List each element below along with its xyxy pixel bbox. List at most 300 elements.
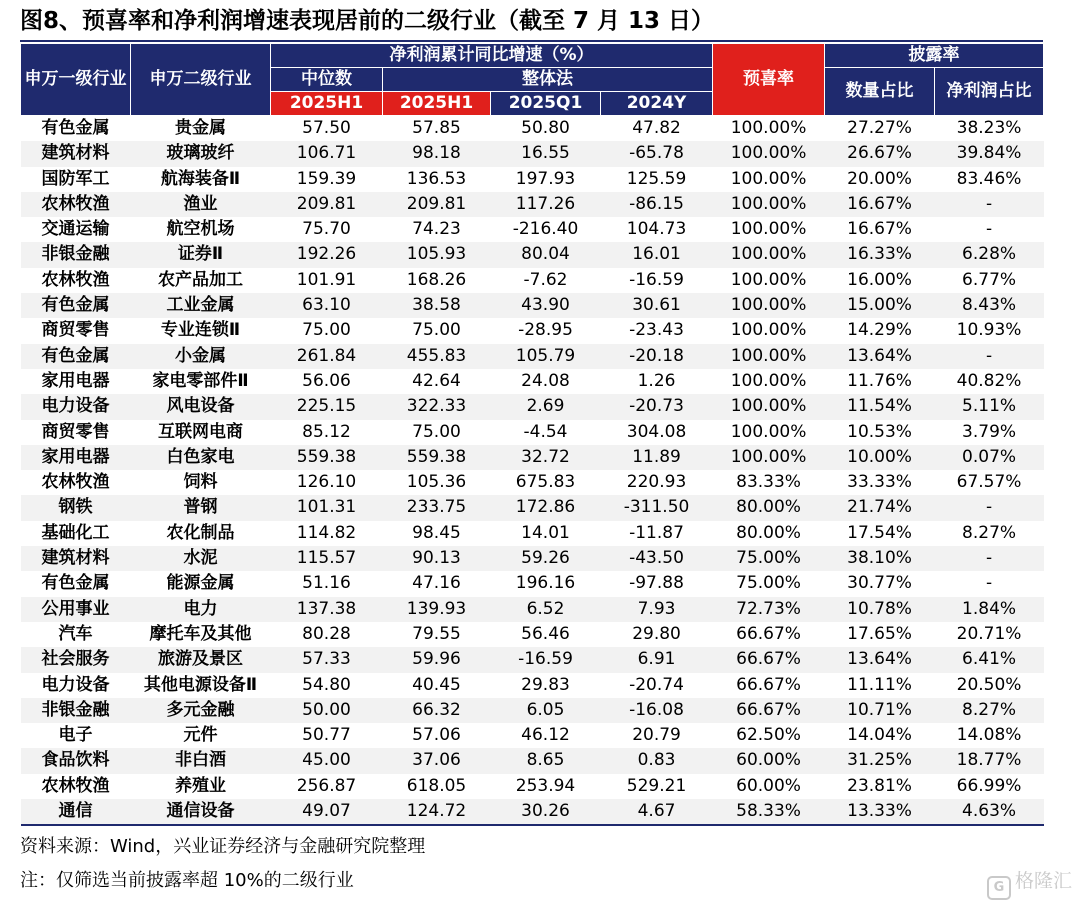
cell-overall-h1: 57.85 — [412, 118, 461, 138]
cell-l1-industry: 非银金融 — [21, 698, 131, 723]
cell-positive-rate: 66.67% — [713, 698, 825, 723]
cell-overall-h1: 74.23 — [412, 219, 461, 240]
source-note: 资料来源：Wind，兴业证券经济与金融研究院整理 — [20, 836, 426, 857]
cell-profit-share: 18.77% — [935, 748, 1044, 773]
cell-median-h1: 114.82 — [296, 522, 357, 543]
cell-median-h1: 56.06 — [302, 370, 351, 391]
cell-q1: 59.26 — [491, 546, 601, 571]
cell-l1-industry: 农林牧渔 — [21, 192, 131, 217]
cell-overall-h1: 59.96 — [383, 647, 491, 672]
table-row — [21, 167, 1044, 192]
cell-profit-share: 83.46% — [956, 168, 1022, 189]
cell-q1: 253.94 — [515, 775, 576, 796]
cell-positive-rate: 100.00% — [713, 242, 825, 267]
cell-profit-share: 3.79% — [962, 421, 1017, 442]
header-overall-method: 整体法 — [383, 68, 713, 92]
cell-2024y: -65.78 — [601, 141, 713, 166]
cell-count-share: 21.74% — [825, 495, 935, 520]
cell-l2-industry: 能源金属 — [166, 573, 235, 594]
cell-2024y: 304.08 — [626, 421, 687, 442]
cell-2024y: -11.87 — [629, 522, 684, 543]
cell-2024y: 104.73 — [626, 219, 687, 240]
cell-l2-industry: 多元金融 — [131, 698, 271, 723]
table-row — [21, 470, 1044, 495]
cell-l2-industry: 证券Ⅱ — [131, 242, 271, 267]
cell-count-share: 13.64% — [825, 647, 935, 672]
cell-l1-industry: 家用电器 — [21, 445, 131, 470]
cell-positive-rate: 60.00% — [736, 775, 801, 796]
cell-count-share: 11.54% — [825, 394, 935, 419]
cell-q1: 43.90 — [491, 293, 601, 318]
cell-median-h1: 256.87 — [296, 775, 357, 796]
cell-profit-share: 10.93% — [956, 320, 1022, 341]
cell-profit-share: 1.84% — [935, 597, 1044, 622]
cell-count-share: 11.11% — [847, 674, 912, 695]
cell-q1: 117.26 — [491, 192, 601, 217]
table-row — [21, 597, 1044, 622]
table-row — [21, 268, 1044, 293]
table-row — [21, 571, 1044, 596]
table-row — [21, 293, 1044, 318]
cell-overall-h1: 322.33 — [383, 394, 491, 419]
cell-l2-industry: 普钢 — [131, 495, 271, 520]
cell-median-h1: 192.26 — [271, 242, 383, 267]
cell-positive-rate: 100.00% — [713, 445, 825, 470]
header-disclosure-group: 披露率 — [825, 44, 1044, 68]
header-period-2024: 2024Y — [601, 92, 713, 116]
cell-profit-share: - — [985, 219, 993, 240]
cell-positive-rate: 80.00% — [736, 522, 801, 543]
cell-l1-industry: 国防军工 — [41, 168, 110, 189]
cell-positive-rate: 66.67% — [736, 674, 801, 695]
cell-median-h1: 63.10 — [271, 293, 383, 318]
header-count-share: 数量占比 — [825, 68, 935, 116]
cell-median-h1: 106.71 — [271, 141, 383, 166]
cell-l1-industry: 电力设备 — [21, 394, 131, 419]
cell-l1-industry: 电子 — [58, 725, 93, 746]
cell-l1-industry: 商贸零售 — [41, 421, 110, 442]
cell-positive-rate: 83.33% — [736, 472, 801, 493]
cell-q1: -7.62 — [523, 269, 568, 290]
cell-q1: 6.52 — [491, 597, 601, 622]
table-row — [21, 445, 1044, 470]
cell-l2-industry: 白色家电 — [131, 445, 271, 470]
cell-overall-h1: 618.05 — [406, 775, 467, 796]
table-row — [21, 698, 1044, 723]
table-row — [21, 546, 1044, 571]
cell-l2-industry: 专业连锁Ⅱ — [160, 320, 241, 341]
table-body — [21, 116, 1044, 826]
cell-q1: 56.46 — [521, 623, 570, 644]
header-period-q1: 2025Q1 — [491, 92, 601, 116]
cell-l2-industry: 旅游及景区 — [131, 647, 271, 672]
table-row — [21, 192, 1044, 217]
cell-q1: -28.95 — [518, 320, 573, 341]
header-row-1 — [21, 44, 1044, 68]
cell-l2-industry: 互联网电商 — [158, 421, 243, 442]
table-row — [21, 622, 1044, 647]
cell-count-share: 13.64% — [825, 344, 935, 369]
header-l2-industry: 申万二级行业 — [131, 44, 271, 116]
cell-median-h1: 50.77 — [302, 725, 351, 746]
cell-2024y: -43.50 — [601, 546, 713, 571]
cell-q1: 16.55 — [491, 141, 601, 166]
cell-profit-share: - — [935, 546, 1044, 571]
cell-profit-share: 6.41% — [935, 647, 1044, 672]
table-row — [21, 673, 1044, 698]
cell-l2-industry: 航空机场 — [166, 219, 235, 240]
cell-count-share: 14.29% — [847, 320, 912, 341]
cell-profit-share: 0.07% — [935, 445, 1044, 470]
cell-median-h1: 49.07 — [271, 799, 383, 825]
cell-q1: 46.12 — [521, 725, 570, 746]
cell-count-share: 10.53% — [847, 421, 912, 442]
cell-profit-share: 20.50% — [956, 674, 1022, 695]
cell-l1-industry: 商贸零售 — [41, 320, 110, 341]
cell-2024y: 20.79 — [632, 725, 681, 746]
cell-profit-share: 39.84% — [935, 141, 1044, 166]
cell-median-h1: 137.38 — [271, 597, 383, 622]
table-row — [21, 723, 1044, 748]
cell-l2-industry: 农化制品 — [166, 522, 235, 543]
cell-q1: 2.69 — [491, 394, 601, 419]
cell-l1-industry: 电力设备 — [41, 674, 110, 695]
cell-positive-rate: 80.00% — [713, 495, 825, 520]
gelonghui-logo-icon: G — [987, 876, 1011, 900]
cell-2024y: 4.67 — [601, 799, 713, 825]
cell-l1-industry: 建筑材料 — [21, 546, 131, 571]
cell-l2-industry: 养殖业 — [175, 775, 226, 796]
cell-count-share: 17.65% — [847, 623, 912, 644]
cell-positive-rate: 100.00% — [730, 269, 807, 290]
cell-profit-share: 8.27% — [962, 522, 1017, 543]
cell-profit-share: 4.63% — [935, 799, 1044, 825]
cell-positive-rate: 66.67% — [736, 623, 801, 644]
table-row — [21, 799, 1044, 825]
cell-positive-rate: 100.00% — [730, 370, 807, 391]
cell-positive-rate: 100.00% — [713, 293, 825, 318]
cell-median-h1: 209.81 — [271, 192, 383, 217]
table-row — [21, 344, 1044, 369]
cell-median-h1: 559.38 — [271, 445, 383, 470]
cell-median-h1: 101.31 — [271, 495, 383, 520]
cell-count-share: 26.67% — [825, 141, 935, 166]
cell-median-h1: 57.50 — [302, 118, 351, 138]
cell-q1: 29.83 — [521, 674, 570, 695]
cell-overall-h1: 42.64 — [412, 370, 461, 391]
cell-count-share: 20.00% — [847, 168, 912, 189]
cell-median-h1: 51.16 — [302, 573, 351, 594]
cell-l2-industry: 渔业 — [131, 192, 271, 217]
cell-l1-industry: 有色金属 — [21, 344, 131, 369]
cell-count-share: 14.04% — [847, 725, 912, 746]
cell-l2-industry: 玻璃玻纤 — [131, 141, 271, 166]
cell-l1-industry: 有色金属 — [41, 118, 110, 138]
cell-l1-industry: 基础化工 — [41, 522, 110, 543]
cell-median-h1: 159.39 — [296, 168, 357, 189]
cell-median-h1: 126.10 — [296, 472, 357, 493]
cell-profit-share: 66.99% — [956, 775, 1022, 796]
cell-2024y: -20.18 — [601, 344, 713, 369]
cell-count-share: 23.81% — [847, 775, 912, 796]
cell-overall-h1: 40.45 — [412, 674, 461, 695]
cell-count-share: 16.67% — [847, 219, 912, 240]
cell-count-share: 30.77% — [847, 573, 912, 594]
cell-overall-h1: 559.38 — [383, 445, 491, 470]
cell-l2-industry: 其他电源设备Ⅱ — [143, 674, 258, 695]
table-row — [21, 318, 1044, 343]
cell-count-share: 31.25% — [825, 748, 935, 773]
cell-positive-rate: 100.00% — [713, 394, 825, 419]
cell-2024y: -86.15 — [601, 192, 713, 217]
cell-q1: 14.01 — [521, 522, 570, 543]
cell-l1-industry: 农林牧渔 — [41, 472, 110, 493]
cell-2024y: 16.01 — [601, 242, 713, 267]
cell-overall-h1: 124.72 — [383, 799, 491, 825]
cell-positive-rate: 75.00% — [736, 573, 801, 594]
cell-overall-h1: 37.06 — [383, 748, 491, 773]
cell-median-h1: 101.91 — [296, 269, 357, 290]
cell-overall-h1: 139.93 — [383, 597, 491, 622]
cell-overall-h1: 75.00 — [412, 421, 461, 442]
cell-l1-industry: 交通运输 — [41, 219, 110, 240]
table-row — [21, 748, 1044, 773]
table-row — [21, 116, 1044, 142]
industry-table — [20, 43, 1044, 826]
title-divider — [20, 40, 1043, 42]
table-row — [21, 495, 1044, 520]
cell-count-share: 38.10% — [825, 546, 935, 571]
cell-positive-rate: 100.00% — [730, 219, 807, 240]
cell-positive-rate: 100.00% — [730, 168, 807, 189]
table-row — [21, 774, 1044, 799]
cell-l2-industry: 航海装备Ⅱ — [160, 168, 241, 189]
table-row — [21, 369, 1044, 394]
cell-2024y: 6.91 — [601, 647, 713, 672]
cell-overall-h1: 455.83 — [383, 344, 491, 369]
cell-2024y: 529.21 — [626, 775, 687, 796]
cell-overall-h1: 168.26 — [406, 269, 467, 290]
cell-median-h1: 50.00 — [271, 698, 383, 723]
cell-2024y: -20.74 — [629, 674, 684, 695]
header-period-median-h1: 2025H1 — [271, 92, 383, 116]
cell-l1-industry: 家用电器 — [41, 370, 110, 391]
cell-positive-rate: 100.00% — [713, 192, 825, 217]
cell-l1-industry: 有色金属 — [21, 293, 131, 318]
cell-overall-h1: 105.93 — [383, 242, 491, 267]
cell-q1: 32.72 — [491, 445, 601, 470]
cell-profit-share: 14.08% — [956, 725, 1022, 746]
cell-profit-share: - — [935, 495, 1044, 520]
figure-title: 图8、预喜率和净利润增速表现居前的二级行业（截至 7 月 13 日） — [20, 8, 715, 34]
cell-median-h1: 54.80 — [302, 674, 351, 695]
cell-positive-rate: 58.33% — [713, 799, 825, 825]
cell-profit-share: 20.71% — [956, 623, 1022, 644]
cell-overall-h1: 75.00 — [412, 320, 461, 341]
cell-l2-industry: 风电设备 — [131, 394, 271, 419]
cell-l2-industry: 家电零部件Ⅱ — [152, 370, 249, 391]
cell-2024y: 220.93 — [626, 472, 687, 493]
cell-count-share: 10.00% — [825, 445, 935, 470]
cell-profit-share: 6.28% — [935, 242, 1044, 267]
cell-median-h1: 85.12 — [302, 421, 351, 442]
cell-2024y: 30.61 — [601, 293, 713, 318]
cell-q1: 8.65 — [491, 748, 601, 773]
cell-count-share: 11.76% — [847, 370, 912, 391]
header-period-overall-h1: 2025H1 — [383, 92, 491, 116]
cell-positive-rate: 100.00% — [730, 118, 807, 138]
cell-l1-industry: 有色金属 — [41, 573, 110, 594]
cell-profit-share: - — [935, 192, 1044, 217]
cell-l2-industry: 水泥 — [131, 546, 271, 571]
cell-overall-h1: 136.53 — [406, 168, 467, 189]
cell-2024y: 125.59 — [626, 168, 687, 189]
cell-median-h1: 75.00 — [302, 320, 351, 341]
cell-profit-share: 8.27% — [935, 698, 1044, 723]
cell-positive-rate: 60.00% — [713, 748, 825, 773]
cell-overall-h1: 38.58 — [383, 293, 491, 318]
cell-q1: 196.16 — [515, 573, 576, 594]
cell-overall-h1: 209.81 — [383, 192, 491, 217]
cell-overall-h1: 98.18 — [383, 141, 491, 166]
cell-l2-industry: 小金属 — [131, 344, 271, 369]
cell-2024y: -20.73 — [601, 394, 713, 419]
cell-median-h1: 261.84 — [271, 344, 383, 369]
cell-q1: -16.59 — [491, 647, 601, 672]
cell-q1: 80.04 — [491, 242, 601, 267]
cell-profit-share: - — [985, 573, 993, 594]
cell-l1-industry: 公用事业 — [21, 597, 131, 622]
cell-l2-industry: 农产品加工 — [158, 269, 243, 290]
cell-l2-industry: 贵金属 — [175, 118, 226, 138]
cell-profit-share: 6.77% — [962, 269, 1017, 290]
cell-q1: 6.05 — [491, 698, 601, 723]
cell-l2-industry: 电力 — [131, 597, 271, 622]
cell-median-h1: 57.33 — [271, 647, 383, 672]
cell-l2-industry: 通信设备 — [131, 799, 271, 825]
cell-overall-h1: 98.45 — [412, 522, 461, 543]
cell-median-h1: 80.28 — [302, 623, 351, 644]
cell-median-h1: 225.15 — [271, 394, 383, 419]
cell-positive-rate: 66.67% — [713, 647, 825, 672]
table-row — [21, 521, 1044, 546]
cell-2024y: 0.83 — [601, 748, 713, 773]
cell-overall-h1: 233.75 — [383, 495, 491, 520]
cell-count-share: 17.54% — [847, 522, 912, 543]
cell-l1-industry: 农林牧渔 — [41, 269, 110, 290]
filter-note: 注：仅筛选当前披露率超 10%的二级行业 — [20, 870, 354, 891]
cell-2024y: -311.50 — [601, 495, 713, 520]
cell-q1: 50.80 — [521, 118, 570, 138]
header-median: 中位数 — [271, 68, 383, 92]
cell-q1: -4.54 — [523, 421, 568, 442]
cell-positive-rate: 100.00% — [730, 421, 807, 442]
cell-positive-rate: 62.50% — [736, 725, 801, 746]
cell-positive-rate: 100.00% — [730, 320, 807, 341]
cell-profit-share: - — [935, 344, 1044, 369]
cell-overall-h1: 57.06 — [412, 725, 461, 746]
cell-profit-share: 8.43% — [935, 293, 1044, 318]
cell-profit-share: 38.23% — [956, 118, 1022, 138]
cell-q1: 105.79 — [491, 344, 601, 369]
cell-profit-share: 67.57% — [956, 472, 1022, 493]
watermark-text: 格隆汇 — [1014, 870, 1072, 892]
cell-median-h1: 75.70 — [302, 219, 351, 240]
cell-2024y: 29.80 — [632, 623, 681, 644]
cell-l1-industry: 食品饮料 — [21, 748, 131, 773]
cell-overall-h1: 47.16 — [412, 573, 461, 594]
cell-2024y: 47.82 — [632, 118, 681, 138]
cell-l2-industry: 饲料 — [183, 472, 218, 493]
table-row — [21, 394, 1044, 419]
header-positive-rate: 预喜率 — [713, 44, 825, 116]
table-row — [21, 420, 1044, 445]
header-l1-industry: 申万一级行业 — [21, 44, 131, 116]
cell-positive-rate: 72.73% — [713, 597, 825, 622]
cell-2024y: -23.43 — [629, 320, 684, 341]
cell-count-share: 16.00% — [847, 269, 912, 290]
cell-l2-industry: 元件 — [183, 725, 218, 746]
cell-l1-industry: 农林牧渔 — [41, 775, 110, 796]
header-profit-share: 净利润占比 — [935, 68, 1044, 116]
cell-2024y: -16.08 — [601, 698, 713, 723]
cell-2024y: 11.89 — [601, 445, 713, 470]
cell-q1: 675.83 — [515, 472, 576, 493]
cell-count-share: 16.67% — [825, 192, 935, 217]
table-row — [21, 242, 1044, 267]
cell-l2-industry: 非白酒 — [131, 748, 271, 773]
cell-q1: 24.08 — [521, 370, 570, 391]
cell-l2-industry: 工业金属 — [131, 293, 271, 318]
cell-l1-industry: 非银金融 — [21, 242, 131, 267]
cell-l1-industry: 汽车 — [58, 623, 93, 644]
cell-median-h1: 115.57 — [271, 546, 383, 571]
cell-positive-rate: 100.00% — [713, 141, 825, 166]
cell-count-share: 15.00% — [825, 293, 935, 318]
cell-q1: -216.40 — [512, 219, 579, 240]
cell-count-share: 27.27% — [847, 118, 912, 138]
cell-2024y: -16.59 — [629, 269, 684, 290]
cell-l1-industry: 通信 — [21, 799, 131, 825]
cell-l1-industry: 建筑材料 — [21, 141, 131, 166]
cell-count-share: 10.71% — [825, 698, 935, 723]
cell-count-share: 16.33% — [825, 242, 935, 267]
cell-positive-rate: 100.00% — [713, 344, 825, 369]
cell-profit-share: 5.11% — [935, 394, 1044, 419]
cell-2024y: -97.88 — [629, 573, 684, 594]
cell-overall-h1: 66.32 — [383, 698, 491, 723]
cell-l1-industry: 社会服务 — [21, 647, 131, 672]
watermark — [987, 866, 1072, 900]
cell-l2-industry: 摩托车及其他 — [149, 623, 252, 644]
cell-q1: 197.93 — [515, 168, 576, 189]
table-row — [21, 647, 1044, 672]
cell-2024y: 1.26 — [637, 370, 676, 391]
cell-count-share: 10.78% — [825, 597, 935, 622]
cell-2024y: 7.93 — [601, 597, 713, 622]
cell-positive-rate: 75.00% — [713, 546, 825, 571]
cell-median-h1: 45.00 — [271, 748, 383, 773]
header-profit-growth-group: 净利润累计同比增速（%） — [271, 44, 713, 68]
table-row — [21, 217, 1044, 242]
cell-profit-share: 40.82% — [956, 370, 1022, 391]
cell-q1: 30.26 — [491, 799, 601, 825]
cell-overall-h1: 79.55 — [412, 623, 461, 644]
cell-count-share: 33.33% — [847, 472, 912, 493]
cell-l1-industry: 钢铁 — [21, 495, 131, 520]
cell-overall-h1: 105.36 — [406, 472, 467, 493]
cell-q1: 172.86 — [491, 495, 601, 520]
